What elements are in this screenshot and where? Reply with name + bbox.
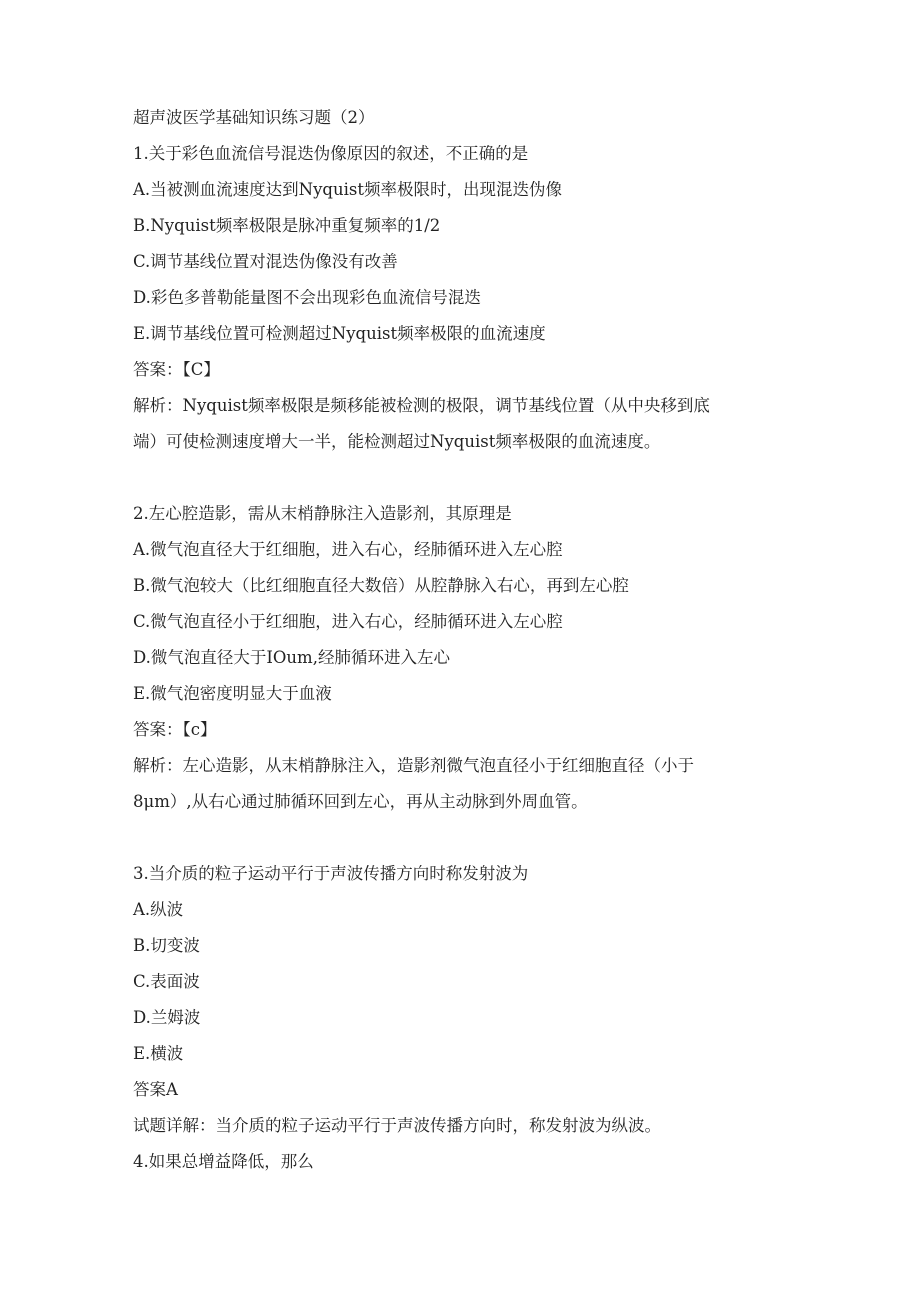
question-stem: 1.关于彩色血流信号混迭伪像原因的叙述，不正确的是 (133, 144, 529, 163)
option-a: A.当被测血流速度达到Nyquist频率极限时，出现混迭伪像 (133, 180, 562, 199)
option-e: E.微气泡密度明显大于血液 (133, 684, 332, 703)
option-c: C.调节基线位置对混迭伪像没有改善 (133, 252, 398, 271)
option-b: B.Nyquist频率极限是脉冲重复频率的1/2 (133, 216, 441, 235)
option-c: C.微气泡直径小于红细胞，进入右心，经肺循环进入左心腔 (133, 612, 563, 631)
question-1 (133, 136, 793, 460)
answer: 答案：【C】 (133, 360, 220, 379)
question-stem: 4.如果总增益降低，那么 (133, 1152, 314, 1171)
option-b: B.切变波 (133, 936, 200, 955)
question-3 (133, 856, 793, 1144)
option-e: E.调节基线位置可检测超过Nyquist频率极限的血流速度 (133, 324, 546, 343)
explanation-line: 解析：Nyquist频率极限是频移能被检测的极限，调节基线位置（从中央移到底 (133, 396, 710, 415)
option-e: E.横波 (133, 1044, 184, 1063)
document-body (133, 100, 793, 1180)
option-a: A.微气泡直径大于红细胞，进入右心，经肺循环进入左心腔 (133, 540, 563, 559)
answer: 答案：【c】 (133, 720, 217, 739)
paragraph-spacer (133, 820, 793, 856)
explanation-line: 试题详解：当介质的粒子运动平行于声波传播方向时，称发射波为纵波。 (133, 1116, 661, 1135)
question-stem: 3.当介质的粒子运动平行于声波传播方向时称发射波为 (133, 864, 529, 883)
question-4 (133, 1144, 793, 1180)
option-d: D.彩色多普勒能量图不会出现彩色血流信号混迭 (133, 288, 481, 307)
explanation-line: 8μm）,从右心通过肺循环回到左心，再从主动脉到外周血管。 (133, 792, 588, 811)
explanation-line: 端）可使检测速度增大一半，能检测超过Nyquist频率极限的血流速度。 (133, 432, 661, 451)
option-d: D.微气泡直径大于IOum,经肺循环进入左心 (133, 648, 450, 667)
question-2 (133, 496, 793, 820)
option-a: A.纵波 (133, 900, 184, 919)
explanation-line: 解析：左心造影，从末梢静脉注入，造影剂微气泡直径小于红细胞直径（小于 (133, 756, 694, 775)
paragraph-spacer (133, 460, 793, 496)
document-title: 超声波医学基础知识练习题（2） (133, 108, 375, 127)
option-b: B.微气泡较大（比红细胞直径大数倍）从腔静脉入右心，再到左心腔 (133, 576, 629, 595)
option-d: D.兰姆波 (133, 1008, 201, 1027)
question-stem: 2.左心腔造影，需从末梢静脉注入造影剂，其原理是 (133, 504, 512, 523)
answer: 答案A (133, 1080, 178, 1099)
option-c: C.表面波 (133, 972, 200, 991)
